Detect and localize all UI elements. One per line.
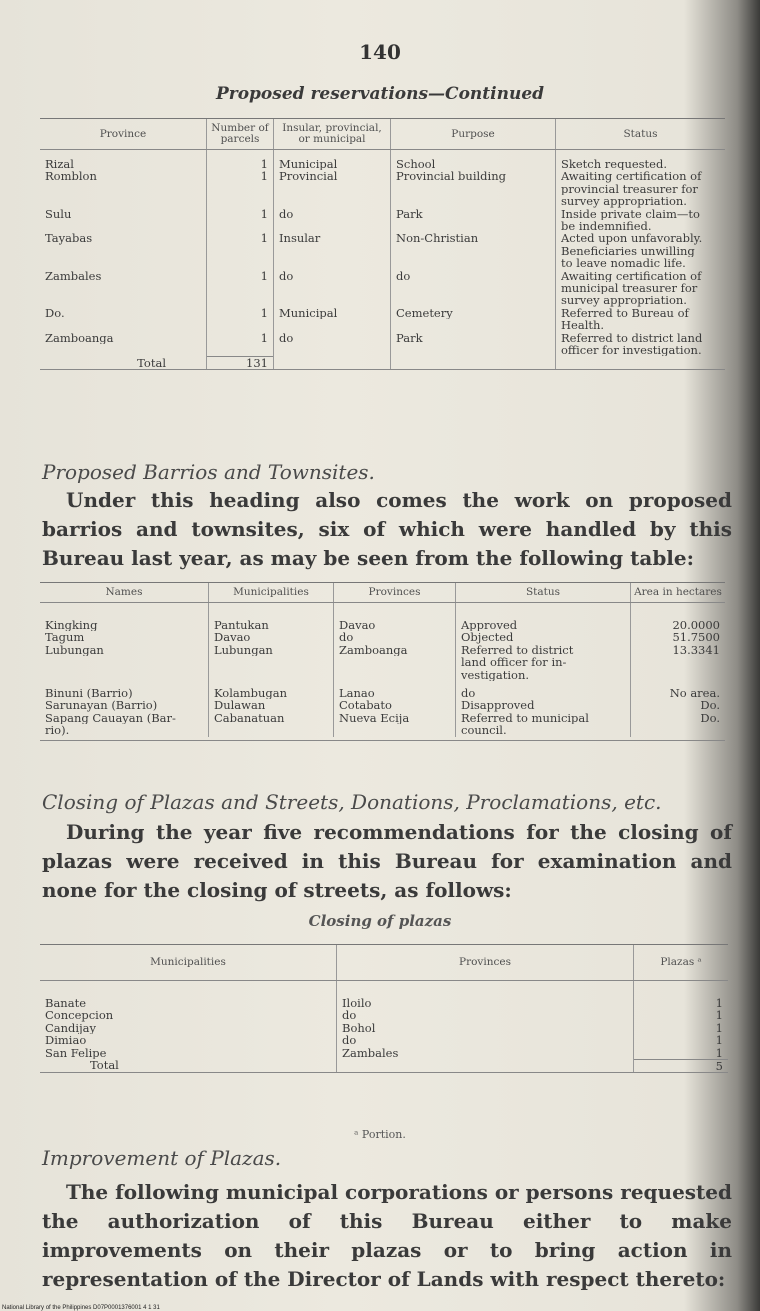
- cell-line: [396, 220, 550, 232]
- cell-line: Binuni (Barrio): [45, 686, 133, 700]
- municipality-cell: [214, 687, 328, 724]
- cell-line: [396, 257, 550, 269]
- cell-line: Candijay: [45, 1021, 97, 1035]
- column-header: Status: [556, 119, 726, 150]
- cell-line: [212, 319, 268, 331]
- cell-line: Municipal: [279, 158, 338, 171]
- table-row: [40, 681, 725, 737]
- status-cell: [561, 158, 720, 208]
- cell-line: 13.3341: [672, 643, 720, 657]
- cell-line: [279, 319, 385, 331]
- cell-line: Referred to Bureau of: [561, 306, 689, 320]
- column-header: Number of parcels: [207, 119, 274, 150]
- table-row: [40, 307, 725, 332]
- cell-line: [212, 183, 268, 195]
- cell-line: 1: [260, 170, 268, 183]
- cell-line: do: [279, 331, 294, 344]
- table-header-row: [40, 583, 725, 603]
- cell-line: [279, 282, 385, 294]
- cell-line: Davao: [339, 619, 376, 632]
- cell-line: [396, 245, 550, 257]
- type-cell: [279, 158, 385, 208]
- cell-line: council.: [461, 724, 507, 737]
- cell-line: Bohol: [342, 1021, 376, 1035]
- total-row: [40, 357, 725, 370]
- province-cell: [45, 332, 201, 357]
- plaza-count-list: [639, 997, 723, 1059]
- cell-line: 1: [715, 1046, 723, 1059]
- total-label: Total: [40, 357, 207, 370]
- cell-line: [212, 245, 268, 257]
- column-header: Province: [40, 119, 207, 150]
- cell-line: Provincial: [279, 170, 338, 183]
- townsites-table: [40, 582, 725, 741]
- purpose-cell: [396, 158, 550, 208]
- cell-line: [212, 220, 268, 232]
- parcel-count-cell: [212, 270, 268, 307]
- cell-line: Referred to district land: [561, 331, 703, 344]
- cell-line: Rizal: [45, 158, 74, 171]
- table-row: [40, 208, 725, 233]
- cell-line: 1: [715, 1021, 723, 1035]
- purpose-cell: [396, 208, 550, 233]
- cell-line: Beneficiaries unwilling: [561, 244, 695, 258]
- cell-line: 1: [260, 306, 268, 320]
- total-value: 131: [207, 357, 274, 370]
- type-cell: [279, 232, 385, 269]
- cell-line: Lubungan: [45, 643, 104, 657]
- table-row: [40, 150, 725, 208]
- cell-line: [45, 294, 201, 306]
- cell-line: San Felipe: [45, 1046, 107, 1059]
- cell-line: Provincial building: [396, 170, 506, 183]
- cell-line: [279, 220, 385, 232]
- status-cell: [461, 687, 625, 737]
- cell-line: do: [342, 1034, 357, 1047]
- cell-line: 1: [260, 269, 268, 282]
- cell-line: [212, 195, 268, 207]
- province-cell: [45, 158, 201, 208]
- cell-line: Referred to municipal: [461, 711, 589, 725]
- cell-line: municipal treasurer for: [561, 281, 698, 295]
- cell-line: Cabanatuan: [214, 711, 285, 725]
- cell-line: [212, 294, 268, 306]
- cell-line: vestigation.: [461, 668, 530, 681]
- cell-line: Zambales: [45, 269, 102, 282]
- cell-line: Do.: [45, 306, 65, 320]
- cell-line: School: [396, 158, 436, 171]
- province-cell: [45, 208, 201, 233]
- cell-line: Non-Christian: [396, 232, 479, 245]
- cell-line: officer for investigation.: [561, 343, 702, 357]
- table1-caption: Proposed reservations—Continued: [215, 84, 545, 104]
- cell-line: Dulawan: [214, 699, 266, 712]
- cell-line: Pantukan: [214, 619, 269, 632]
- cell-line: [45, 195, 201, 207]
- cell-line: [279, 257, 385, 269]
- province-cell: [45, 307, 201, 332]
- cell-line: land officer for in-: [461, 656, 567, 669]
- status-cell: [561, 270, 720, 307]
- parcel-count-cell: [212, 307, 268, 332]
- cell-line: 1: [715, 997, 723, 1010]
- table-header-row: [40, 945, 728, 981]
- type-cell: [279, 307, 385, 332]
- cell-line: be indemnified.: [561, 219, 652, 233]
- cell-line: [279, 195, 385, 207]
- purpose-cell: [396, 270, 550, 307]
- cell-line: do: [279, 269, 294, 282]
- cell-line: Nueva Ecija: [339, 711, 410, 725]
- cell-line: Davao: [214, 631, 251, 644]
- cell-line: [279, 183, 385, 195]
- paragraph-closing: During the year five recommendations for the closing of plazas were received in this Bureau for examination and none for the closing of streets, as follows:: [42, 820, 732, 902]
- cell-line: [212, 282, 268, 294]
- section-heading-closing: Closing of Plazas and Streets, Donations, Proclamations, etc.: [42, 790, 662, 814]
- province-list: [342, 997, 628, 1059]
- cell-line: [45, 344, 201, 356]
- municipality-cell: [214, 619, 328, 656]
- table-row: [40, 603, 725, 681]
- cell-line: [396, 282, 550, 294]
- cell-line: [45, 220, 201, 232]
- cell-line: Awaiting certification of: [561, 170, 702, 183]
- cell-line: Objected: [461, 631, 514, 644]
- cell-line: [279, 344, 385, 356]
- cell-line: Municipal: [279, 306, 338, 320]
- cell-line: [396, 183, 550, 195]
- cell-line: Awaiting certification of: [561, 269, 702, 282]
- section-heading-barrios: Proposed Barrios and Townsites.: [42, 460, 375, 484]
- cell-line: do: [342, 1009, 357, 1022]
- paragraph-improvement: The following municipal corporations or persons requested the authorization of this Bureau either to make improvements on their plazas or to bring action in representation of the Director of Lands with respect thereto:: [42, 1180, 732, 1291]
- type-cell: [279, 208, 385, 233]
- cell-line: Zamboanga: [339, 643, 408, 657]
- cell-line: Iloilo: [342, 997, 372, 1010]
- cell-line: Romblon: [45, 170, 97, 183]
- column-header: Municipalities: [40, 945, 337, 981]
- parcel-count-cell: [212, 208, 268, 233]
- cell-line: [45, 183, 201, 195]
- cell-line: Park: [396, 207, 423, 220]
- cell-line: Tagum: [45, 631, 85, 644]
- cell-line: Zambales: [342, 1046, 399, 1059]
- total-label: Total: [40, 1059, 337, 1072]
- column-header: Provinces: [337, 945, 634, 981]
- cell-line: [279, 245, 385, 257]
- cell-line: survey appropriation.: [561, 294, 687, 307]
- cell-line: Sketch requested.: [561, 158, 667, 171]
- footnote: ᵃ Portion.: [354, 1128, 406, 1141]
- cell-line: provincial treasurer for: [561, 182, 698, 196]
- cell-line: Kingking: [45, 619, 98, 632]
- status-cell: [561, 332, 720, 357]
- cell-line: [45, 257, 201, 269]
- cell-line: 1: [260, 207, 268, 220]
- type-cell: [279, 270, 385, 307]
- cell-line: do: [396, 269, 411, 282]
- cell-line: 1: [260, 158, 268, 171]
- column-header: Insular, provincial, or municipal: [274, 119, 391, 150]
- cell-line: Zamboanga: [45, 331, 114, 344]
- type-cell: [279, 332, 385, 357]
- cell-line: Cotabato: [339, 699, 392, 712]
- cell-line: Sulu: [45, 207, 72, 220]
- cell-line: Sarunayan (Barrio): [45, 699, 158, 712]
- cell-line: 1: [715, 1009, 723, 1022]
- cell-line: do: [461, 686, 476, 700]
- province-cell: [339, 619, 450, 656]
- cell-line: Health.: [561, 319, 605, 332]
- cell-line: Lubungan: [214, 643, 273, 657]
- cell-line: Insular: [279, 232, 321, 245]
- section-heading-improvement: Improvement of Plazas.: [42, 1146, 282, 1170]
- total-value: 5: [634, 1059, 729, 1072]
- cell-line: rio).: [45, 724, 70, 737]
- cell-line: [45, 282, 201, 294]
- status-cell: [561, 307, 720, 332]
- page-number: 140: [359, 40, 401, 64]
- table-row: [40, 270, 725, 307]
- table3-caption: Closing of plazas: [308, 912, 452, 930]
- cell-line: [396, 294, 550, 306]
- cell-line: 1: [715, 1034, 723, 1047]
- cell-line: Dimiao: [45, 1034, 87, 1047]
- table-row: [40, 981, 728, 1060]
- cell-line: Referred to district: [461, 643, 574, 657]
- archive-footer: National Library of the Philippines D07P0001376001 4 1 31: [2, 1305, 160, 1311]
- parcel-count-cell: [212, 232, 268, 269]
- column-header: Plazas ᵃ: [634, 945, 729, 981]
- column-header: Status: [456, 583, 631, 603]
- cell-line: Do.: [700, 699, 720, 712]
- cell-line: Banate: [45, 997, 86, 1010]
- area-cell: [636, 687, 720, 724]
- table-row: [40, 332, 725, 357]
- province-cell: [339, 687, 450, 724]
- purpose-cell: [396, 307, 550, 332]
- status-cell: [561, 232, 720, 269]
- cell-line: Tayabas: [45, 232, 93, 245]
- name-cell: [45, 687, 203, 737]
- cell-line: Acted upon unfavorably.: [561, 232, 703, 245]
- cell-line: 51.7500: [672, 631, 720, 644]
- cell-line: [396, 195, 550, 207]
- cell-line: Cemetery: [396, 306, 453, 320]
- cell-line: 1: [260, 331, 268, 344]
- purpose-cell: [396, 232, 550, 269]
- column-header: Area in hectares: [631, 583, 726, 603]
- name-cell: [45, 619, 203, 656]
- purpose-cell: [396, 332, 550, 357]
- cell-line: [279, 294, 385, 306]
- cell-line: [45, 245, 201, 257]
- cell-line: [45, 319, 201, 331]
- cell-line: do: [339, 631, 354, 644]
- plazas-table: [40, 944, 728, 1073]
- reservations-table: [40, 118, 725, 370]
- cell-line: 20.0000: [672, 619, 720, 632]
- parcel-count-cell: [212, 158, 268, 208]
- cell-line: Sapang Cauayan (Bar-: [45, 711, 176, 725]
- cell-line: [212, 257, 268, 269]
- cell-line: do: [279, 207, 294, 220]
- cell-line: Approved: [461, 619, 518, 632]
- table-header-row: [40, 119, 725, 150]
- cell-line: 1: [260, 232, 268, 245]
- cell-line: to leave nomadic life.: [561, 257, 686, 270]
- province-cell: [45, 232, 201, 269]
- status-cell: [561, 208, 720, 233]
- cell-line: survey appropriation.: [561, 195, 687, 208]
- cell-line: Lanao: [339, 686, 375, 700]
- cell-line: Kolambugan: [214, 686, 288, 700]
- cell-line: Concepcion: [45, 1009, 114, 1022]
- status-cell: [461, 619, 625, 681]
- province-cell: [45, 270, 201, 307]
- paragraph-barrios: Under this heading also comes the work on proposed barrios and townsites, six of which were handled by this Bureau last year, as may be seen from the following table:: [42, 488, 732, 570]
- municipality-list: [45, 997, 331, 1059]
- cell-line: Park: [396, 331, 423, 344]
- column-header: Names: [40, 583, 209, 603]
- cell-line: No area.: [669, 686, 720, 700]
- cell-line: [396, 319, 550, 331]
- column-header: Purpose: [391, 119, 556, 150]
- area-cell: [636, 619, 720, 656]
- cell-line: [396, 344, 550, 356]
- parcel-count-cell: [212, 332, 268, 357]
- cell-line: Inside private claim—to: [561, 207, 700, 220]
- column-header: Provinces: [334, 583, 456, 603]
- total-row: [40, 1059, 728, 1072]
- cell-line: Do.: [700, 711, 720, 725]
- cell-line: Disapproved: [461, 699, 535, 712]
- table-row: [40, 232, 725, 269]
- cell-line: [212, 344, 268, 356]
- column-header: Municipalities: [209, 583, 334, 603]
